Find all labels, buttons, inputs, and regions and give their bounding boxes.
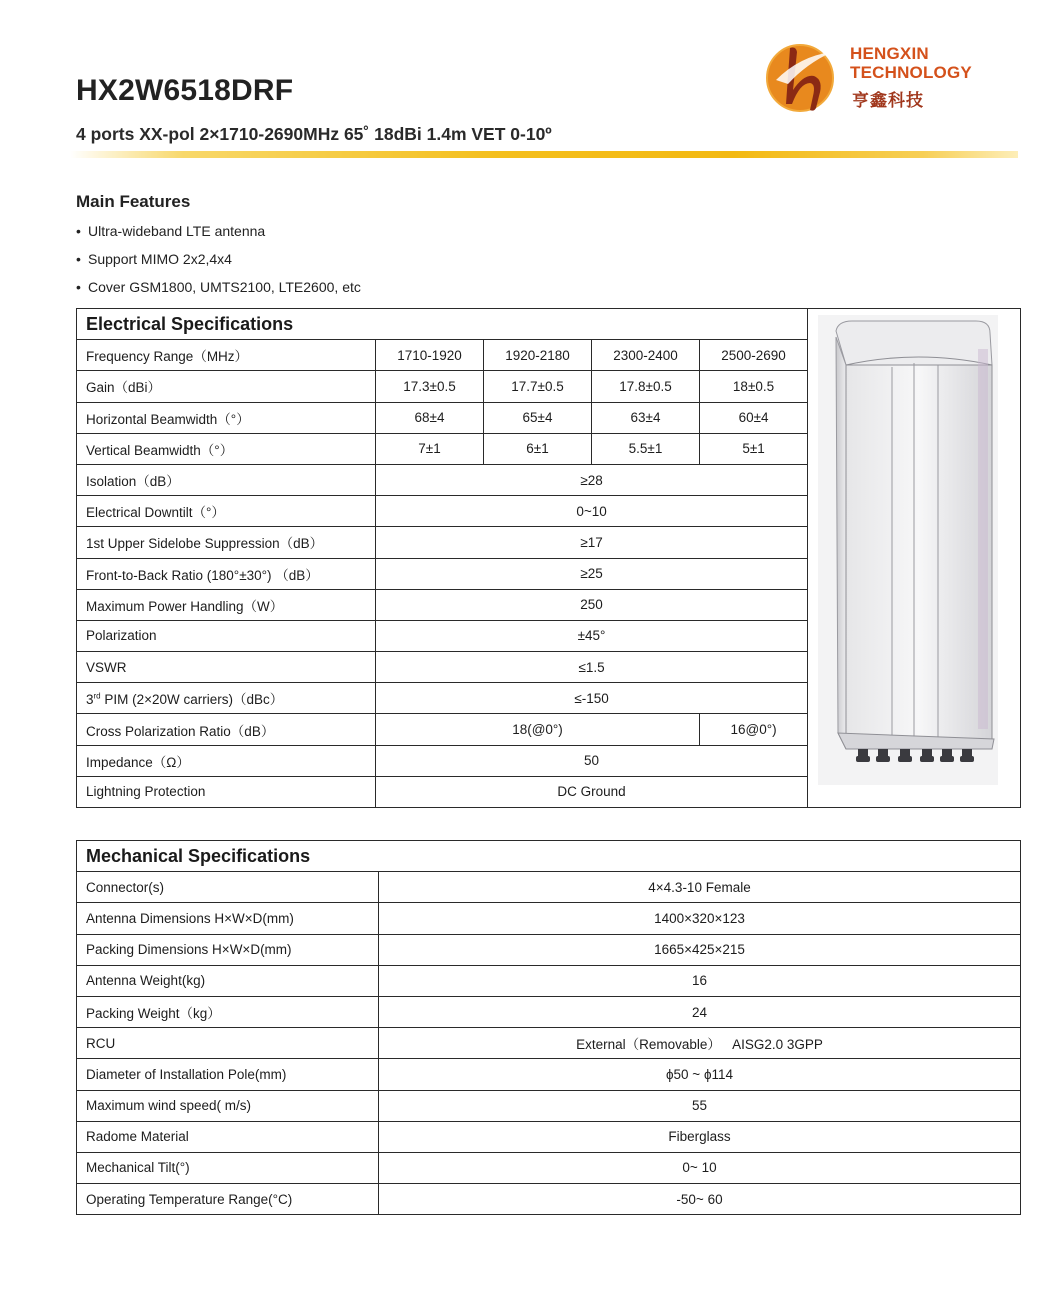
spec-label: Maximum wind speed( m/s) xyxy=(77,1090,379,1121)
spec-label: Mechanical Tilt(°) xyxy=(77,1152,379,1183)
main-features-heading: Main Features xyxy=(76,192,191,211)
spec-value: ±45° xyxy=(376,620,808,651)
pim-label-number: 3 xyxy=(86,692,94,708)
electrical-specs-heading: Electrical Specifications xyxy=(77,309,808,340)
spec-label: Electrical Downtilt（°） xyxy=(77,496,376,527)
spec-value: 24 xyxy=(379,996,1021,1027)
logo-text xyxy=(850,44,972,82)
spec-value: 60±4 xyxy=(700,402,808,433)
spec-label: Horizontal Beamwidth（°） xyxy=(77,402,376,433)
table-row xyxy=(77,1152,1021,1183)
spec-label: RCU xyxy=(77,1028,379,1059)
band-cell: 1920-2180 xyxy=(484,340,592,371)
table-row xyxy=(77,1090,1021,1121)
spec-value: ≤1.5 xyxy=(376,652,808,683)
table-row xyxy=(77,1059,1021,1090)
bullet: • xyxy=(76,251,81,267)
table-row xyxy=(77,1028,1021,1059)
spec-label: Vertical Beamwidth（°） xyxy=(77,433,376,464)
feature-text: Support MIMO 2x2,4x4 xyxy=(88,251,232,267)
spec-label: Diameter of Installation Pole(mm) xyxy=(77,1059,379,1090)
spec-value: 4×4.3-10 Female xyxy=(379,872,1021,903)
header-divider xyxy=(70,151,1018,158)
spec-label: Operating Temperature Range(°C) xyxy=(77,1184,379,1215)
pim-label-suffix: rd xyxy=(93,691,101,701)
table-row xyxy=(77,1184,1021,1215)
spec-value: 0~10 xyxy=(376,496,808,527)
spec-label: Front-to-Back Ratio (180°±30°) （dB） xyxy=(77,558,376,589)
spec-label: Packing Weight（kg） xyxy=(77,996,379,1027)
spec-value: 17.8±0.5 xyxy=(592,371,700,402)
spec-label: Frequency Range（MHz） xyxy=(77,340,376,371)
table-row xyxy=(77,965,1021,996)
spec-value: 5.5±1 xyxy=(592,433,700,464)
band-cell: 2300-2400 xyxy=(592,340,700,371)
pim-label-text: PIM (2×20W carriers)（dBc） xyxy=(100,692,284,708)
spec-label: Cross Polarization Ratio（dB） xyxy=(77,714,376,745)
spec-value: ≥28 xyxy=(376,464,808,495)
table-row xyxy=(77,1121,1021,1152)
spec-value: 65±4 xyxy=(484,402,592,433)
feature-item xyxy=(76,222,361,250)
spec-value: 16@0°) xyxy=(700,714,808,745)
spec-label: Antenna Weight(kg) xyxy=(77,965,379,996)
spec-value: ≤-150 xyxy=(376,683,808,714)
feature-text: Cover GSM1800, UMTS2100, LTE2600, etc xyxy=(88,279,361,295)
electrical-specs-table xyxy=(76,308,1021,808)
spec-value: 18(@0°) xyxy=(376,714,700,745)
spec-value: ≥17 xyxy=(376,527,808,558)
spec-value: Fiberglass xyxy=(379,1121,1021,1152)
band-cell: 2500-2690 xyxy=(700,340,808,371)
spec-value: 17.7±0.5 xyxy=(484,371,592,402)
spec-label: 1st Upper Sidelobe Suppression（dB） xyxy=(77,527,376,558)
logo-line-hengxin: HENGXIN xyxy=(850,44,929,63)
spec-value: ϕ50 ~ ϕ114 xyxy=(379,1059,1021,1090)
spec-label: Packing Dimensions H×W×D(mm) xyxy=(77,934,379,965)
spec-value: DC Ground xyxy=(376,776,808,807)
spec-value: 50 xyxy=(376,745,808,776)
bullet: • xyxy=(76,279,81,295)
bullet: • xyxy=(76,223,81,239)
logo-chinese-name: 亨鑫科技 xyxy=(852,91,924,110)
spec-label: Polarization xyxy=(77,620,376,651)
spec-label: Connector(s) xyxy=(77,872,379,903)
spec-value: 1665×425×215 xyxy=(379,934,1021,965)
spec-value: 55 xyxy=(379,1090,1021,1121)
antenna-product-image xyxy=(808,309,1018,807)
logo-mark-icon xyxy=(766,38,846,118)
spec-label: Antenna Dimensions H×W×D(mm) xyxy=(77,903,379,934)
spec-value: 68±4 xyxy=(376,402,484,433)
spec-label: Gain（dBi） xyxy=(77,371,376,402)
spec-label: Maximum Power Handling（W） xyxy=(77,589,376,620)
table-row xyxy=(77,872,1021,903)
feature-item xyxy=(76,250,361,278)
spec-value: 16 xyxy=(379,965,1021,996)
mechanical-specs-heading: Mechanical Specifications xyxy=(77,841,1021,872)
mechanical-specs-table xyxy=(76,840,1021,1215)
feature-item xyxy=(76,278,361,306)
spec-value: 18±0.5 xyxy=(700,371,808,402)
spec-label: VSWR xyxy=(77,652,376,683)
product-subtitle: 4 ports XX-pol 2×1710-2690MHz 65˚ 18dBi 1.4m VET 0-10º xyxy=(76,124,552,144)
feature-text: Ultra-wideband LTE antenna xyxy=(88,223,266,239)
antenna-image-cell xyxy=(808,309,1021,808)
band-cell: 1710-1920 xyxy=(376,340,484,371)
spec-value: 6±1 xyxy=(484,433,592,464)
spec-value: 0~ 10 xyxy=(379,1152,1021,1183)
spec-value: ≥25 xyxy=(376,558,808,589)
company-logo xyxy=(766,38,981,118)
spec-label: Impedance（Ω） xyxy=(77,745,376,776)
spec-label: Radome Material xyxy=(77,1121,379,1152)
spec-value: 1400×320×123 xyxy=(379,903,1021,934)
table-row xyxy=(77,934,1021,965)
spec-value: 5±1 xyxy=(700,433,808,464)
logo-line-technology: TECHNOLOGY xyxy=(850,63,972,82)
spec-value: 17.3±0.5 xyxy=(376,371,484,402)
spec-label: Isolation（dB） xyxy=(77,464,376,495)
spec-value: 7±1 xyxy=(376,433,484,464)
main-features-list xyxy=(76,222,361,306)
spec-value: External（Removable） AISG2.0 3GPP xyxy=(379,1028,1021,1059)
table-row xyxy=(77,903,1021,934)
product-model-title: HX2W6518DRF xyxy=(76,74,294,107)
spec-value: 250 xyxy=(376,589,808,620)
spec-value: -50~ 60 xyxy=(379,1184,1021,1215)
table-row xyxy=(77,996,1021,1027)
spec-value: 63±4 xyxy=(592,402,700,433)
spec-label: Lightning Protection xyxy=(77,776,376,807)
spec-label xyxy=(77,683,376,714)
